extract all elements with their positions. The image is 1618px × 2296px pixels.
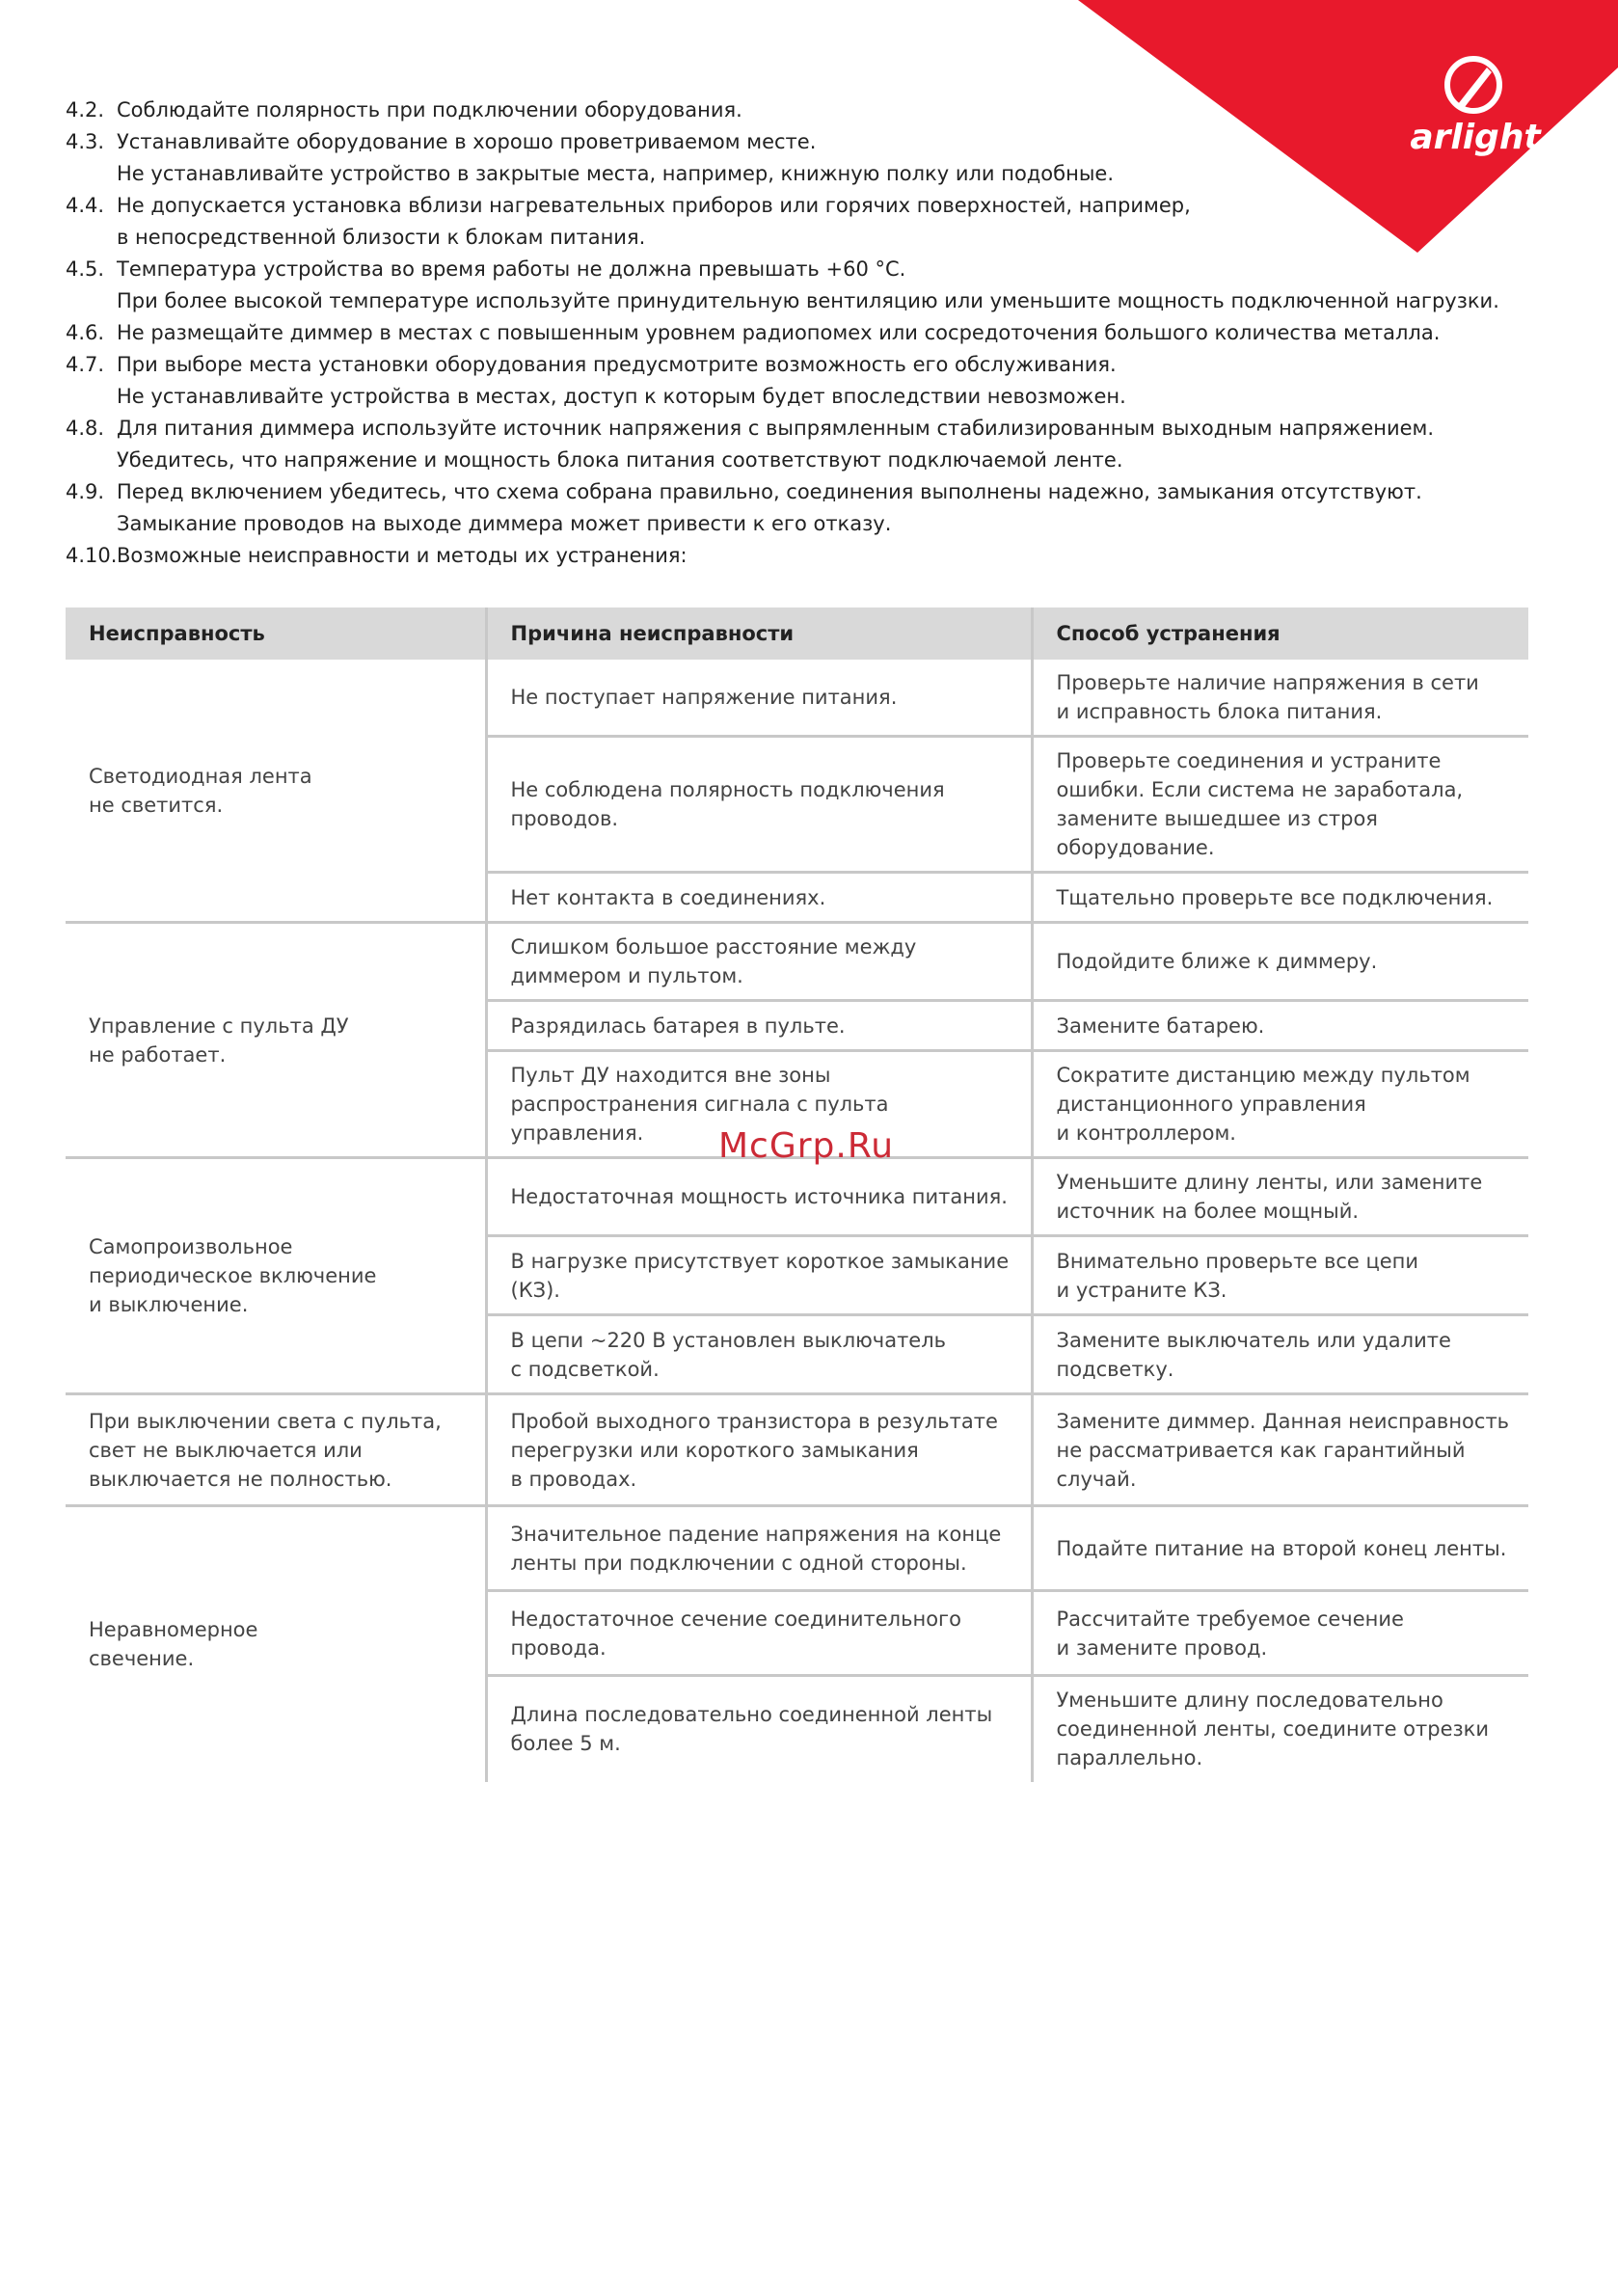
instruction-text: в непосредственной близости к блокам питания. bbox=[117, 226, 646, 249]
instruction-number: 4.6. bbox=[66, 321, 105, 344]
instruction-line bbox=[66, 317, 1551, 349]
instruction-line bbox=[66, 126, 1551, 158]
instruction-text: Замыкание проводов на выходе диммера может привести к его отказу. bbox=[117, 512, 892, 535]
svg-text:arlight: arlight bbox=[1410, 118, 1541, 157]
fault-cell: Светодиодная лента не светится. bbox=[66, 660, 486, 923]
instruction-line bbox=[66, 285, 1551, 317]
instruction-number: 4.4. bbox=[66, 194, 105, 217]
instruction-number bbox=[66, 381, 117, 413]
instruction-number: 4.5. bbox=[66, 257, 105, 281]
fault-cell: Управление с пульта ДУ не работает. bbox=[66, 923, 486, 1158]
instruction-line bbox=[66, 381, 1551, 413]
instruction-text: Устанавливайте оборудование в хорошо проветриваемом месте. bbox=[117, 130, 817, 153]
cause-cell: Слишком большое расстояние между диммером и пультом. bbox=[486, 923, 1032, 1001]
instruction-number: 4.9. bbox=[66, 480, 105, 503]
instruction-line bbox=[66, 158, 1551, 190]
fix-cell: Подайте питание на второй конец ленты. bbox=[1032, 1506, 1528, 1591]
instruction-line bbox=[66, 476, 1551, 508]
fault-cell: Самопроизвольное периодическое включение и выключение. bbox=[66, 1158, 486, 1394]
table-header-row bbox=[66, 608, 1528, 660]
instruction-text: Возможные неисправности и методы их устранения: bbox=[117, 544, 688, 567]
fix-cell: Замените батарею. bbox=[1032, 1001, 1528, 1051]
table-row bbox=[66, 1506, 1528, 1591]
instruction-line bbox=[66, 222, 1551, 254]
instruction-number bbox=[66, 508, 117, 540]
instruction-text: Не размещайте диммер в местах с повышенным уровнем радиопомех или сосредоточения большого количества металла. bbox=[117, 321, 1441, 344]
instruction-text: Не устанавливайте устройство в закрытые места, например, книжную полку или подобные. bbox=[117, 162, 1115, 185]
instruction-text: Температура устройства во время работы не должна превышать +60 °С. bbox=[117, 257, 906, 281]
instruction-line bbox=[66, 540, 1551, 572]
fix-cell: Сократите дистанцию между пультом дистанционного управления и контроллером. bbox=[1032, 1051, 1528, 1158]
instruction-number bbox=[66, 445, 117, 476]
fault-cell: Неравномерное свечение. bbox=[66, 1506, 486, 1782]
watermark: McGrp.Ru bbox=[718, 1126, 895, 1166]
instruction-line bbox=[66, 413, 1551, 445]
instruction-number: 4.3. bbox=[66, 130, 105, 153]
header-cause: Причина неисправности bbox=[486, 608, 1032, 660]
instruction-number bbox=[66, 158, 117, 190]
troubleshooting-table bbox=[66, 608, 1528, 1782]
table-row bbox=[66, 660, 1528, 737]
instructions-list bbox=[66, 95, 1551, 572]
instruction-text: Соблюдайте полярность при подключении оборудования. bbox=[117, 98, 742, 122]
cause-cell: Пробой выходного транзистора в результате перегрузки или короткого замыкания в проводах. bbox=[486, 1394, 1032, 1506]
fix-cell: Уменьшите длину последовательно соединенной ленты, соедините отрезки параллельно. bbox=[1056, 1688, 1490, 1770]
instruction-line bbox=[66, 190, 1551, 222]
table-row bbox=[66, 1158, 1528, 1236]
instruction-text: Для питания диммера используйте источник напряжения с выпрямленным стабилизированным выходным напряжением. bbox=[117, 417, 1435, 440]
cause-cell: Недостаточное сечение соединительного провода. bbox=[486, 1591, 1032, 1676]
instruction-text: Перед включением убедитесь, что схема собрана правильно, соединения выполнены надежно, замыкания отсутствуют. bbox=[117, 480, 1422, 503]
instruction-text: При более высокой температуре используйте принудительную вентиляцию или уменьшите мощность подключенной нагрузки. bbox=[117, 289, 1499, 312]
instruction-number: 4.7. bbox=[66, 353, 105, 376]
instruction-number bbox=[66, 222, 117, 254]
instruction-text: Убедитесь, что напряжение и мощность блока питания соответствуют подключаемой ленте. bbox=[117, 448, 1123, 472]
fix-cell: Проверьте соединения и устраните ошибки. Если система не заработала, замените вышедшее из строя оборудование. bbox=[1032, 737, 1528, 873]
instruction-line bbox=[66, 254, 1551, 285]
table-row bbox=[66, 923, 1528, 1001]
instruction-number bbox=[66, 285, 117, 317]
instruction-text: Не допускается установка вблизи нагревательных приборов или горячих поверхностей, например, bbox=[117, 194, 1191, 217]
cause-cell: Разрядилась батарея в пульте. bbox=[486, 1001, 1032, 1051]
fix-cell: Подойдите ближе к диммеру. bbox=[1032, 923, 1528, 1001]
cause-cell: Длина последовательно соединенной ленты более 5 м. bbox=[486, 1676, 1032, 1782]
instruction-line bbox=[66, 508, 1551, 540]
fix-cell: Замените диммер. Данная неисправность не рассматривается как гарантийный случай. bbox=[1032, 1394, 1528, 1506]
fix-cell: Рассчитайте требуемое сечение и замените провод. bbox=[1032, 1591, 1528, 1676]
instruction-number: 4.2. bbox=[66, 98, 105, 122]
fix-cell: Уменьшите длину ленты, или замените источник на более мощный. bbox=[1032, 1158, 1528, 1236]
cause-cell: Значительное падение напряжения на конце ленты при подключении с одной стороны. bbox=[486, 1506, 1032, 1591]
instruction-line bbox=[66, 349, 1551, 381]
instruction-line bbox=[66, 95, 1551, 126]
fix-cell: Проверьте наличие напряжения в сети и исправность блока питания. bbox=[1032, 660, 1528, 737]
cause-cell: Пульт ДУ находится вне зоны распространения сигнала с пульта управления. bbox=[486, 1051, 1032, 1158]
table-row bbox=[66, 1394, 1528, 1506]
fault-cell: При выключении света с пульта, свет не выключается или выключается не полностью. bbox=[66, 1394, 486, 1506]
cause-cell: Не поступает напряжение питания. bbox=[486, 660, 1032, 737]
cause-cell: Не соблюдена полярность подключения проводов. bbox=[486, 737, 1032, 873]
cause-cell: В нагрузке присутствует короткое замыкание (КЗ). bbox=[486, 1236, 1032, 1315]
instruction-text: Не устанавливайте устройства в местах, доступ к которым будет впоследствии невозможен. bbox=[117, 385, 1126, 408]
instruction-line bbox=[66, 445, 1551, 476]
fix-cell: Замените выключатель или удалите подсветку. bbox=[1032, 1315, 1528, 1394]
cause-cell: Недостаточная мощность источника питания. bbox=[486, 1158, 1032, 1236]
fix-cell: Внимательно проверьте все цепи и устраните КЗ. bbox=[1032, 1236, 1528, 1315]
cause-cell: Нет контакта в соединениях. bbox=[486, 873, 1032, 923]
cause-cell: В цепи ~220 В установлен выключатель с подсветкой. bbox=[486, 1315, 1032, 1394]
header-fault: Неисправность bbox=[66, 608, 486, 660]
instruction-number: 4.10. bbox=[66, 544, 118, 567]
instruction-text: При выборе места установки оборудования предусмотрите возможность его обслуживания. bbox=[117, 353, 1117, 376]
header-fix: Способ устранения bbox=[1032, 608, 1528, 660]
instruction-number: 4.8. bbox=[66, 417, 105, 440]
fix-cell: Тщательно проверьте все подключения. bbox=[1032, 873, 1528, 923]
